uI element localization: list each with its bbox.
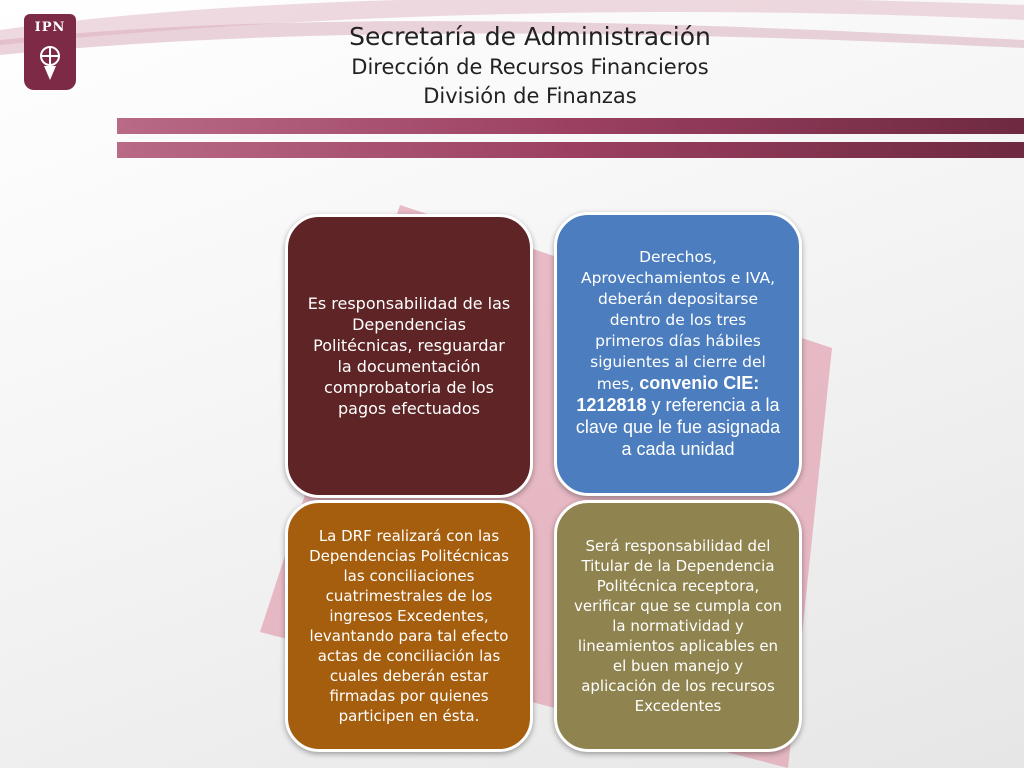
- info-card-derechos: [554, 212, 802, 496]
- card-text-part: Derechos, Aprovechamientos e IVA, deberán depositarse dentro de los tres primeros días hábiles siguientes al cierre del mes,: [580, 248, 775, 393]
- page-title: Secretaría de Administración: [349, 22, 711, 51]
- card-text: Es responsabilidad de las Dependencias Politécnicas, resguardar la documentación comprobatoria de los pagos efectuados: [307, 294, 511, 418]
- card-text: La DRF realizará con las Dependencias Politécnicas las conciliaciones cuatrimestrales de los ingresos Excedentes, levantando para tal efecto actas de conciliación las cuales deberán estar firmadas por quienes participen en ésta.: [309, 527, 509, 725]
- info-card-conciliaciones: [285, 500, 533, 752]
- header-subtitle-division: División de Finanzas: [423, 84, 637, 108]
- info-card-resguardo: [285, 214, 533, 498]
- logo-text: IPN: [34, 20, 66, 35]
- card-text: [573, 247, 783, 461]
- convenio-cie-text: convenio CIE: 1212818: [576, 373, 760, 415]
- header-subtitle-direccion: Dirección de Recursos Financieros: [351, 55, 709, 79]
- info-card-responsabilidad-titular: [554, 500, 802, 752]
- card-text-part: y referencia a la clave que le fue asignada a cada unidad: [575, 395, 781, 459]
- card-text: Será responsabilidad del Titular de la Dependencia Politécnica receptora, verificar que se cumpla con la normatividad y lineamientos aplicables en el buen manejo y aplicación de los recursos Excedentes: [573, 537, 783, 715]
